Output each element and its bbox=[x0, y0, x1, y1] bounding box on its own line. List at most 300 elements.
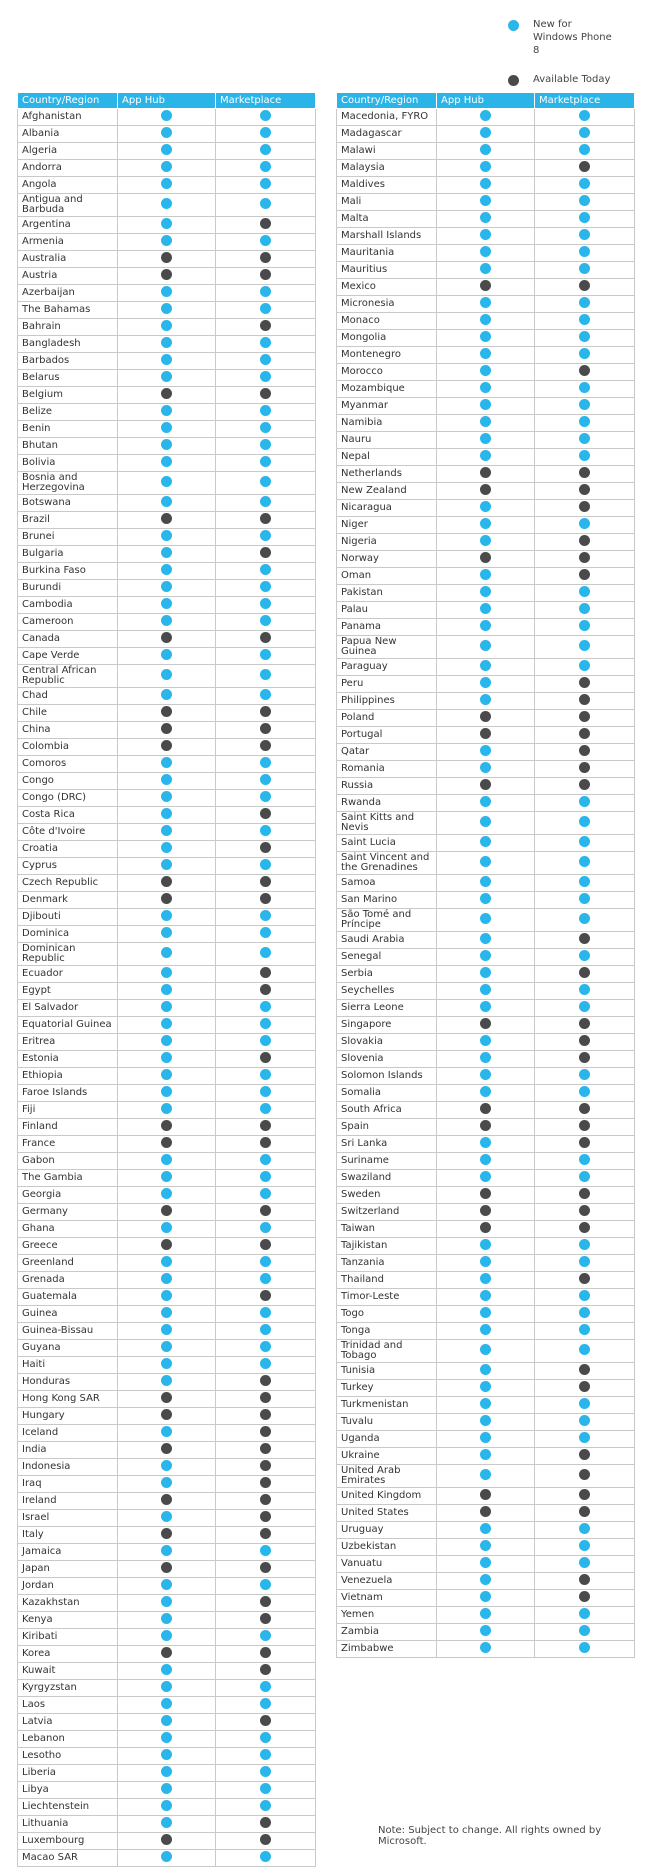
new-dot-icon bbox=[260, 110, 271, 121]
apphub-cell bbox=[118, 160, 216, 177]
available-dot-icon bbox=[579, 467, 590, 478]
marketplace-cell bbox=[216, 387, 316, 404]
table-row bbox=[337, 1170, 635, 1187]
table-row bbox=[18, 160, 316, 177]
country-name: Israel bbox=[18, 1510, 118, 1527]
new-dot-icon bbox=[579, 263, 590, 274]
new-dot-icon bbox=[260, 1222, 271, 1233]
country-name: Zimbabwe bbox=[337, 1641, 437, 1658]
marketplace-cell bbox=[216, 438, 316, 455]
marketplace-cell bbox=[535, 517, 635, 534]
table-row bbox=[18, 472, 316, 495]
marketplace-cell bbox=[535, 1340, 635, 1363]
country-name: Libya bbox=[18, 1782, 118, 1799]
marketplace-cell bbox=[535, 1255, 635, 1272]
new-dot-icon bbox=[480, 1344, 491, 1355]
country-name: Bolivia bbox=[18, 455, 118, 472]
table-row bbox=[18, 421, 316, 438]
new-dot-icon bbox=[161, 1001, 172, 1012]
apphub-cell bbox=[118, 614, 216, 631]
new-dot-icon bbox=[260, 774, 271, 785]
country-name: India bbox=[18, 1442, 118, 1459]
new-dot-icon bbox=[579, 586, 590, 597]
table-row bbox=[18, 824, 316, 841]
country-name: Togo bbox=[337, 1306, 437, 1323]
available-dot-icon bbox=[260, 1052, 271, 1063]
new-dot-icon bbox=[480, 1324, 491, 1335]
new-dot-icon bbox=[579, 1069, 590, 1080]
apphub-cell bbox=[437, 744, 535, 761]
marketplace-cell bbox=[216, 1357, 316, 1374]
apphub-cell bbox=[118, 1272, 216, 1289]
country-name: Saint Lucia bbox=[337, 835, 437, 852]
available-dot-icon bbox=[579, 1137, 590, 1148]
table-row bbox=[337, 812, 635, 835]
available-dot-icon bbox=[480, 280, 491, 291]
table-row bbox=[337, 892, 635, 909]
marketplace-cell bbox=[535, 466, 635, 483]
marketplace-cell bbox=[216, 1068, 316, 1085]
apphub-cell bbox=[437, 1034, 535, 1051]
marketplace-cell bbox=[216, 1680, 316, 1697]
table-row bbox=[337, 330, 635, 347]
country-name: Mauritius bbox=[337, 262, 437, 279]
available-dot-icon bbox=[480, 1222, 491, 1233]
table-row bbox=[337, 1034, 635, 1051]
table-row bbox=[337, 1136, 635, 1153]
apphub-cell bbox=[118, 319, 216, 336]
new-dot-icon bbox=[480, 127, 491, 138]
new-dot-icon bbox=[579, 913, 590, 924]
available-dot-icon bbox=[579, 1381, 590, 1392]
table-row bbox=[18, 546, 316, 563]
table-row bbox=[18, 614, 316, 631]
available-dot-icon bbox=[579, 535, 590, 546]
country-name: Belgium bbox=[18, 387, 118, 404]
new-dot-icon bbox=[161, 1511, 172, 1522]
apphub-cell bbox=[437, 381, 535, 398]
new-dot-icon bbox=[480, 365, 491, 376]
apphub-cell bbox=[118, 1578, 216, 1595]
marketplace-cell bbox=[216, 1459, 316, 1476]
marketplace-cell bbox=[216, 177, 316, 194]
table-row bbox=[18, 1765, 316, 1782]
available-dot-icon bbox=[579, 1052, 590, 1063]
available-dot-icon bbox=[260, 893, 271, 904]
new-dot-icon bbox=[161, 1851, 172, 1862]
country-name: Swaziland bbox=[337, 1170, 437, 1187]
apphub-cell bbox=[118, 563, 216, 580]
apphub-cell bbox=[437, 983, 535, 1000]
new-dot-icon bbox=[579, 876, 590, 887]
table-row bbox=[18, 1187, 316, 1204]
new-dot-icon bbox=[480, 1449, 491, 1460]
marketplace-cell bbox=[216, 1051, 316, 1068]
apphub-cell bbox=[118, 143, 216, 160]
marketplace-cell bbox=[216, 614, 316, 631]
table-row bbox=[337, 1153, 635, 1170]
marketplace-cell bbox=[216, 143, 316, 160]
new-dot-icon bbox=[260, 1103, 271, 1114]
available-dot-icon bbox=[260, 1290, 271, 1301]
new-dot-icon bbox=[260, 1681, 271, 1692]
apphub-cell bbox=[118, 1850, 216, 1867]
marketplace-cell bbox=[535, 1068, 635, 1085]
legend-item-new bbox=[508, 18, 618, 57]
apphub-cell bbox=[118, 1170, 216, 1187]
new-dot-icon bbox=[480, 1381, 491, 1392]
table-row bbox=[337, 744, 635, 761]
apphub-cell bbox=[437, 194, 535, 211]
new-dot-icon bbox=[260, 757, 271, 768]
table-row bbox=[18, 1850, 316, 1867]
header-apphub: App Hub bbox=[437, 93, 535, 109]
new-dot-icon bbox=[161, 1375, 172, 1386]
marketplace-cell bbox=[535, 909, 635, 932]
new-dot-icon bbox=[260, 235, 271, 246]
available-dot-icon bbox=[260, 842, 271, 853]
new-dot-icon bbox=[480, 348, 491, 359]
table-row bbox=[337, 1573, 635, 1590]
new-dot-icon bbox=[260, 530, 271, 541]
new-dot-icon bbox=[161, 1171, 172, 1182]
country-name: Malaysia bbox=[337, 160, 437, 177]
country-name: Denmark bbox=[18, 892, 118, 909]
country-name: Ethiopia bbox=[18, 1068, 118, 1085]
table-row bbox=[337, 1340, 635, 1363]
marketplace-cell bbox=[216, 1000, 316, 1017]
country-name: Estonia bbox=[18, 1051, 118, 1068]
new-dot-icon bbox=[161, 354, 172, 365]
header-apphub: App Hub bbox=[118, 93, 216, 109]
table-row bbox=[337, 710, 635, 727]
apphub-cell bbox=[118, 336, 216, 353]
new-dot-icon bbox=[480, 195, 491, 206]
available-dot-icon bbox=[161, 893, 172, 904]
new-dot-icon bbox=[480, 1574, 491, 1585]
marketplace-cell bbox=[535, 211, 635, 228]
country-name: Dominican Republic bbox=[18, 943, 118, 966]
table-row bbox=[337, 795, 635, 812]
available-dot-icon bbox=[579, 280, 590, 291]
table-row bbox=[18, 353, 316, 370]
new-dot-icon bbox=[161, 1477, 172, 1488]
table-row bbox=[18, 1272, 316, 1289]
marketplace-cell bbox=[216, 597, 316, 614]
new-dot-icon bbox=[260, 615, 271, 626]
table-row bbox=[18, 807, 316, 824]
new-dot-icon bbox=[161, 303, 172, 314]
new-dot-icon bbox=[161, 1732, 172, 1743]
new-dot-icon bbox=[161, 1018, 172, 1029]
new-dot-icon bbox=[161, 689, 172, 700]
new-dot-icon bbox=[579, 1307, 590, 1318]
new-dot-icon bbox=[480, 450, 491, 461]
apphub-cell bbox=[437, 1204, 535, 1221]
available-dot-icon bbox=[579, 967, 590, 978]
table-row bbox=[18, 529, 316, 546]
country-name: Jordan bbox=[18, 1578, 118, 1595]
marketplace-cell bbox=[535, 932, 635, 949]
table-row bbox=[18, 404, 316, 421]
available-dot-icon bbox=[579, 552, 590, 563]
new-dot-icon bbox=[480, 876, 491, 887]
country-name: Indonesia bbox=[18, 1459, 118, 1476]
new-dot-icon bbox=[579, 314, 590, 325]
table-row bbox=[18, 1459, 316, 1476]
available-dot-icon bbox=[260, 1409, 271, 1420]
country-name: Turkey bbox=[337, 1380, 437, 1397]
available-dot-icon bbox=[161, 1834, 172, 1845]
table-row bbox=[337, 1085, 635, 1102]
country-name: Azerbaijan bbox=[18, 285, 118, 302]
table-row bbox=[337, 211, 635, 228]
new-dot-icon bbox=[260, 303, 271, 314]
country-name: Mali bbox=[337, 194, 437, 211]
new-dot-icon bbox=[161, 110, 172, 121]
new-dot-icon bbox=[480, 382, 491, 393]
available-dot-icon bbox=[260, 1664, 271, 1675]
country-name: Uganda bbox=[337, 1431, 437, 1448]
country-name: United Arab Emirates bbox=[337, 1465, 437, 1488]
country-name: Lithuania bbox=[18, 1816, 118, 1833]
available-dot-icon bbox=[480, 779, 491, 790]
new-dot-icon bbox=[260, 1341, 271, 1352]
apphub-cell bbox=[437, 262, 535, 279]
table-row bbox=[337, 1204, 635, 1221]
marketplace-cell bbox=[216, 1714, 316, 1731]
apphub-cell bbox=[437, 1590, 535, 1607]
available-dot-icon bbox=[480, 484, 491, 495]
apphub-cell bbox=[437, 1556, 535, 1573]
apphub-cell bbox=[118, 1153, 216, 1170]
available-dot-icon bbox=[579, 1449, 590, 1460]
country-name: Italy bbox=[18, 1527, 118, 1544]
country-name: Croatia bbox=[18, 841, 118, 858]
table-row bbox=[337, 966, 635, 983]
new-dot-icon bbox=[579, 1154, 590, 1165]
country-name: Solomon Islands bbox=[337, 1068, 437, 1085]
apphub-cell bbox=[437, 1017, 535, 1034]
country-name: Marshall Islands bbox=[337, 228, 437, 245]
table-row bbox=[18, 1816, 316, 1833]
new-dot-icon bbox=[579, 348, 590, 359]
table-row bbox=[18, 1442, 316, 1459]
country-name: Angola bbox=[18, 177, 118, 194]
marketplace-cell bbox=[535, 1204, 635, 1221]
country-name: Djibouti bbox=[18, 909, 118, 926]
new-dot-icon bbox=[579, 246, 590, 257]
marketplace-cell bbox=[535, 228, 635, 245]
table-row bbox=[337, 534, 635, 551]
country-name: Romania bbox=[337, 761, 437, 778]
marketplace-cell bbox=[216, 1578, 316, 1595]
available-dot-icon bbox=[161, 876, 172, 887]
new-dot-icon bbox=[579, 1086, 590, 1097]
apphub-cell bbox=[437, 1448, 535, 1465]
available-dot-icon bbox=[579, 1273, 590, 1284]
table-row bbox=[18, 177, 316, 194]
marketplace-cell bbox=[216, 1272, 316, 1289]
marketplace-cell bbox=[216, 302, 316, 319]
available-dot-icon bbox=[579, 745, 590, 756]
apphub-cell bbox=[118, 926, 216, 943]
marketplace-cell bbox=[535, 585, 635, 602]
country-name: Madagascar bbox=[337, 126, 437, 143]
country-name: Liberia bbox=[18, 1765, 118, 1782]
apphub-cell bbox=[437, 313, 535, 330]
table-row bbox=[18, 1340, 316, 1357]
table-row bbox=[18, 1646, 316, 1663]
marketplace-cell bbox=[535, 1363, 635, 1380]
marketplace-cell bbox=[216, 1119, 316, 1136]
apphub-cell bbox=[118, 1204, 216, 1221]
country-name: Somalia bbox=[337, 1085, 437, 1102]
marketplace-cell bbox=[535, 483, 635, 500]
table-body-left bbox=[18, 109, 316, 1867]
country-name: Zambia bbox=[337, 1624, 437, 1641]
new-dot-icon bbox=[508, 20, 519, 31]
table-row bbox=[18, 1782, 316, 1799]
apphub-cell bbox=[118, 1425, 216, 1442]
available-dot-icon bbox=[579, 1120, 590, 1131]
marketplace-cell bbox=[535, 710, 635, 727]
table-row bbox=[337, 778, 635, 795]
marketplace-cell bbox=[216, 1476, 316, 1493]
table-row bbox=[18, 1034, 316, 1051]
apphub-cell bbox=[118, 1816, 216, 1833]
marketplace-cell bbox=[216, 1782, 316, 1799]
new-dot-icon bbox=[480, 1415, 491, 1426]
table-row bbox=[18, 943, 316, 966]
new-dot-icon bbox=[579, 640, 590, 651]
country-name: Mauritania bbox=[337, 245, 437, 262]
country-name: Kuwait bbox=[18, 1663, 118, 1680]
marketplace-cell bbox=[535, 347, 635, 364]
country-name: Cape Verde bbox=[18, 648, 118, 665]
country-name: Micronesia bbox=[337, 296, 437, 313]
available-dot-icon bbox=[260, 547, 271, 558]
country-name: Bahrain bbox=[18, 319, 118, 336]
country-name: Mongolia bbox=[337, 330, 437, 347]
country-name: Finland bbox=[18, 1119, 118, 1136]
table-row bbox=[337, 483, 635, 500]
apphub-cell bbox=[118, 824, 216, 841]
new-dot-icon bbox=[260, 144, 271, 155]
country-name: Panama bbox=[337, 619, 437, 636]
new-dot-icon bbox=[161, 1324, 172, 1335]
country-name: The Gambia bbox=[18, 1170, 118, 1187]
marketplace-cell bbox=[535, 1465, 635, 1488]
table-row bbox=[337, 1448, 635, 1465]
marketplace-cell bbox=[535, 619, 635, 636]
apphub-cell bbox=[118, 909, 216, 926]
table-row bbox=[18, 1680, 316, 1697]
available-dot-icon bbox=[579, 1035, 590, 1046]
table-row bbox=[337, 279, 635, 296]
apphub-cell bbox=[118, 705, 216, 722]
apphub-cell bbox=[437, 795, 535, 812]
country-name: South Africa bbox=[337, 1102, 437, 1119]
marketplace-cell bbox=[535, 761, 635, 778]
apphub-cell bbox=[118, 1663, 216, 1680]
apphub-cell bbox=[118, 404, 216, 421]
country-name: The Bahamas bbox=[18, 302, 118, 319]
available-dot-icon bbox=[480, 1506, 491, 1517]
new-dot-icon bbox=[161, 127, 172, 138]
marketplace-cell bbox=[216, 1799, 316, 1816]
available-dot-icon bbox=[260, 1205, 271, 1216]
country-name: Cambodia bbox=[18, 597, 118, 614]
marketplace-cell bbox=[216, 773, 316, 790]
new-dot-icon bbox=[579, 603, 590, 614]
new-dot-icon bbox=[161, 1358, 172, 1369]
apphub-cell bbox=[118, 1306, 216, 1323]
new-dot-icon bbox=[579, 1415, 590, 1426]
marketplace-cell bbox=[216, 1442, 316, 1459]
country-name: Belize bbox=[18, 404, 118, 421]
available-dot-icon bbox=[260, 320, 271, 331]
table-row bbox=[337, 517, 635, 534]
new-dot-icon bbox=[161, 649, 172, 660]
marketplace-cell bbox=[216, 234, 316, 251]
apphub-cell bbox=[118, 353, 216, 370]
new-dot-icon bbox=[480, 1523, 491, 1534]
country-name: Palau bbox=[337, 602, 437, 619]
country-name: Czech Republic bbox=[18, 875, 118, 892]
available-dot-icon bbox=[260, 1239, 271, 1250]
table-row bbox=[337, 126, 635, 143]
marketplace-cell bbox=[535, 364, 635, 381]
marketplace-cell bbox=[535, 296, 635, 313]
country-name: Tunisia bbox=[337, 1363, 437, 1380]
available-dot-icon bbox=[579, 1506, 590, 1517]
country-name: Korea bbox=[18, 1646, 118, 1663]
country-name: Iraq bbox=[18, 1476, 118, 1493]
available-dot-icon bbox=[260, 1715, 271, 1726]
new-dot-icon bbox=[260, 910, 271, 921]
legend-label-available: Available Today bbox=[533, 74, 611, 85]
country-name: Brazil bbox=[18, 512, 118, 529]
new-dot-icon bbox=[480, 1364, 491, 1375]
new-dot-icon bbox=[260, 1086, 271, 1097]
marketplace-cell bbox=[216, 892, 316, 909]
marketplace-cell bbox=[216, 1527, 316, 1544]
table-row bbox=[337, 1323, 635, 1340]
country-name: Liechtenstein bbox=[18, 1799, 118, 1816]
apphub-cell bbox=[437, 585, 535, 602]
table-row bbox=[337, 1624, 635, 1641]
marketplace-cell bbox=[535, 1051, 635, 1068]
new-dot-icon bbox=[161, 178, 172, 189]
table-row bbox=[18, 143, 316, 160]
apphub-cell bbox=[437, 1323, 535, 1340]
marketplace-cell bbox=[535, 177, 635, 194]
country-name: Latvia bbox=[18, 1714, 118, 1731]
new-dot-icon bbox=[161, 320, 172, 331]
available-dot-icon bbox=[579, 1591, 590, 1602]
table-row bbox=[18, 1731, 316, 1748]
available-dot-icon bbox=[161, 1205, 172, 1216]
new-dot-icon bbox=[579, 331, 590, 342]
new-dot-icon bbox=[480, 433, 491, 444]
table-row bbox=[18, 1000, 316, 1017]
table-row bbox=[18, 1408, 316, 1425]
new-dot-icon bbox=[579, 1398, 590, 1409]
country-name: United States bbox=[337, 1505, 437, 1522]
new-dot-icon bbox=[579, 110, 590, 121]
marketplace-cell bbox=[535, 1431, 635, 1448]
